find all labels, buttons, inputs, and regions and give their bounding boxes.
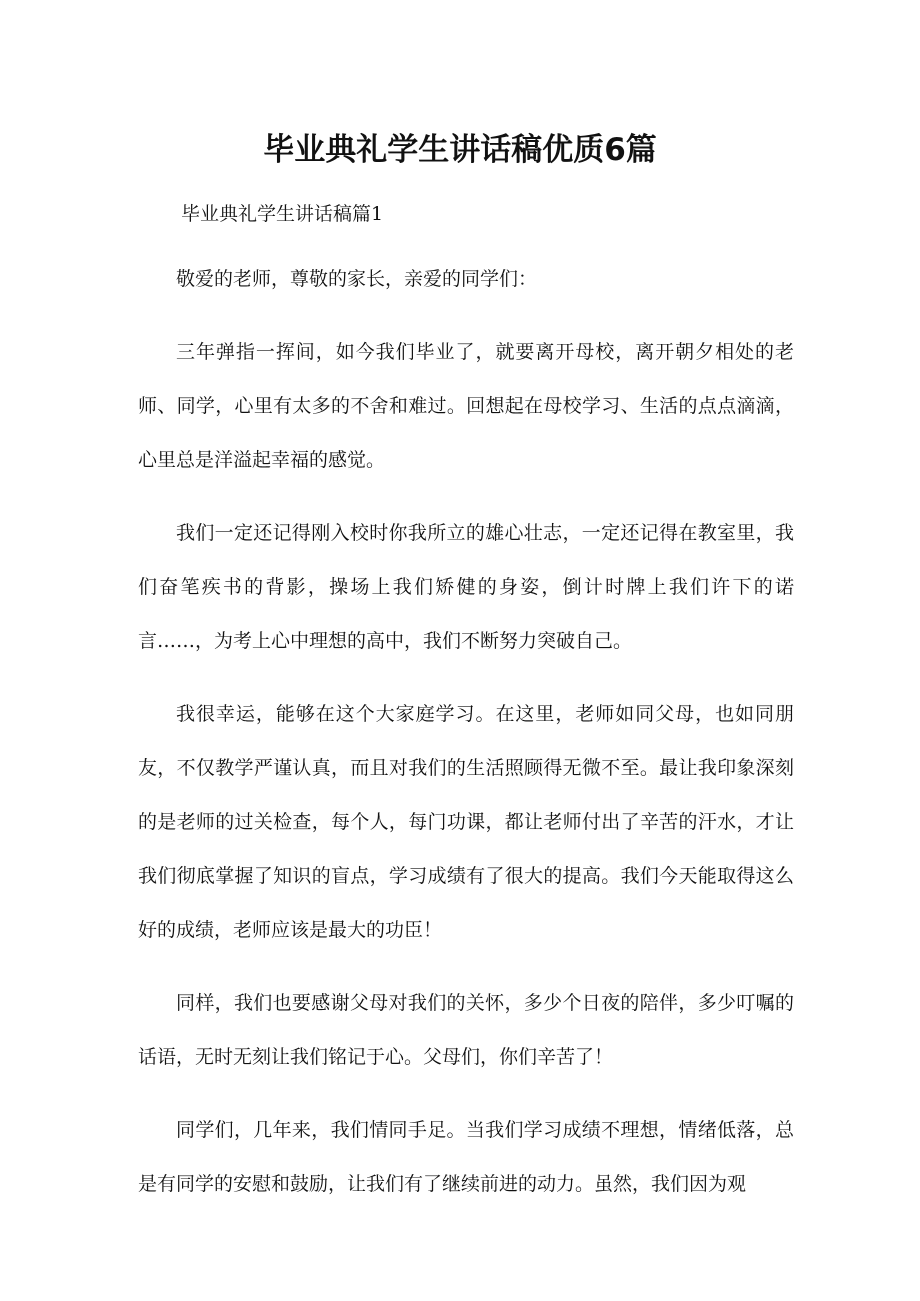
body-paragraph: 同样，我们也要感谢父母对我们的关怀，多少个日夜的陪伴，多少叮嘱的话语，无时无刻让我们铭记于心。父母们，你们辛苦了！: [138, 992, 794, 1068]
body-paragraph: 我们一定还记得刚入校时你我所立的雄心壮志，一定还记得在教室里，我们奋笔疾书的背影，操场上我们矫健的身姿，倒计时牌上我们许下的诺言……，为考上心中理想的高中，我们不断努力突破自己。: [138, 522, 794, 652]
body-paragraph: 同学们，几年来，我们情同手足。当我们学习成绩不理想，情绪低落，总是有同学的安慰和鼓励，让我们有了继续前进的动力。虽然，我们因为观: [138, 1119, 794, 1195]
section-heading: 毕业典礼学生讲话稿篇1: [181, 203, 384, 225]
body-paragraph: 三年弹指一挥间，如今我们毕业了，就要离开母校，离开朝夕相处的老师、同学，心里有太多的不舍和难过。回想起在母校学习、生活的点点滴滴，心里总是洋溢起幸福的感觉。: [138, 341, 794, 471]
document-body: [138, 252, 794, 1230]
salutation-paragraph: 敬爱的老师，尊敬的家长，亲爱的同学们：: [176, 268, 538, 290]
document-title: 毕业典礼学生讲话稿优质6篇: [263, 132, 657, 168]
body-paragraph: 我很幸运，能够在这个大家庭学习。在这里，老师如同父母，也如同朋友，不仅教学严谨认真，而且对我们的生活照顾得无微不至。最让我印象深刻的是老师的过关检查，每个人，每门功课，都让老师付出了辛苦的汗水，才让我们彻底掌握了知识的盲点，学习成绩有了很大的提高。我们今天能取得这么好的成绩，老师应该是最大的功臣！: [138, 703, 794, 941]
